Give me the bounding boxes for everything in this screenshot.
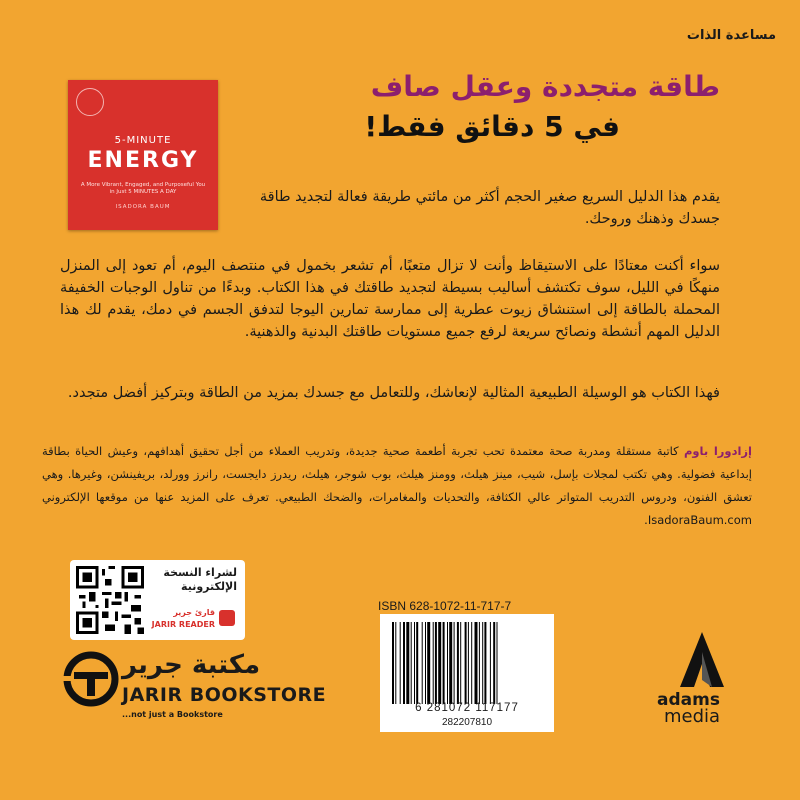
- jarir-reader-ar: قارئ جرير: [173, 608, 215, 617]
- headline-line2: في 5 دقائق فقط!: [364, 110, 620, 143]
- publisher-imprint: media: [664, 706, 721, 727]
- ebook-label: لشراء النسخة الإلكترونية: [163, 566, 237, 593]
- publisher-name: adams: [657, 690, 720, 710]
- isbn-text: ISBN 628-1072-11-717-7: [378, 599, 512, 613]
- jarir-name-ar: مكتبة جرير: [122, 650, 261, 680]
- author-bio-text: كاتبة مستقلة ومدربة صحة معتمدة تحب تجربة أطعمة صحية جديدة، وتدريب العملاء من أجل تحقيق أهدافهم، وعيش الحياة بطاقة إبداعية فضولية. وهي تكتب لمجلات بإسل، شيب، مينز هيلث، وومنز هيلث، بوب شوجر، هيلث، ريدرز دايجست، رانرز وورلد، بريفينشن، وغيرها. وهي تعشق الفنون، ودروس التدريب المتواتر عالي الكثافة، والتحديات والمغامرات، والضحك الطبيعي. تعرف على المزيد عنها من موقعها الإلكتروني IsadoraBaum.com.: [42, 444, 752, 527]
- author-name: إزادورا باوم: [683, 444, 752, 458]
- author-bio: [42, 440, 752, 532]
- headline-line1: طاقة متجددة وعقل صاف: [370, 70, 720, 103]
- jarir-reader-icon: [219, 610, 235, 626]
- barcode-code: 282207810: [441, 717, 493, 728]
- description-paragraph-2: سواء أكنت معتادًا على الاستيقاظ وأنت لا تزال متعبًا، أم تشعر بخمول في منتصف اليوم، أم تعود إلى المنزل منهكًا في الليل، سوف تكتشف أساليب بسيطة لتجديد طاقتك في هذا الكتاب. وبدءًا من تناول الوجبات الخفيفة المحملة بالطاقة إلى استنشاق زيوت عطرية إلى ممارسة تمارين اليوجا لتدفق الجسم في دمك، يقدم لك هذا الدليل المهم أنشطة ونصائح سريعة لرفع جميع مستويات طاقتك البدنية والذهنية.: [60, 258, 720, 340]
- barcode-number: 6 281072 117177: [415, 702, 519, 714]
- jarir-tagline: ...not just a Bookstore: [122, 710, 223, 719]
- qr-code-icon[interactable]: [76, 566, 144, 634]
- award-badge-icon: [76, 88, 104, 116]
- jarir-name-en: JARIR BOOKSTORE: [122, 684, 327, 706]
- category-label: مساعدة الذات: [686, 28, 776, 43]
- jarir-logo-icon: [62, 650, 120, 708]
- jarir-reader-en: JARIR READER: [151, 620, 215, 629]
- cover-title: ENERGY: [87, 148, 199, 173]
- adams-media-logo-icon: [672, 632, 732, 687]
- description-paragraph-1: يقدم هذا الدليل السريع صغير الحجم أكثر من مائتي طريقة فعالة لتجديد طاقة جسدك وذهنك وروحك.: [259, 189, 720, 227]
- description-paragraph-3: فهذا الكتاب هو الوسيلة الطبيعية المثالية لإنعاشك، وللتعامل مع جسدك بمزيد من الطاقة وبتركيز أفضل متجدد.: [67, 385, 720, 401]
- cover-author: ISADORA BAUM: [115, 204, 171, 210]
- cover-top-text: 5-MINUTE: [114, 135, 172, 146]
- book-cover-image: [68, 80, 218, 230]
- barcode-icon: [390, 622, 544, 704]
- ebook-purchase-box[interactable]: [70, 560, 245, 640]
- cover-subtitle: A More Vibrant, Engaged, and Purposeful You in Just 5 MINUTES A DAY: [80, 182, 206, 196]
- barcode-box: [380, 614, 554, 732]
